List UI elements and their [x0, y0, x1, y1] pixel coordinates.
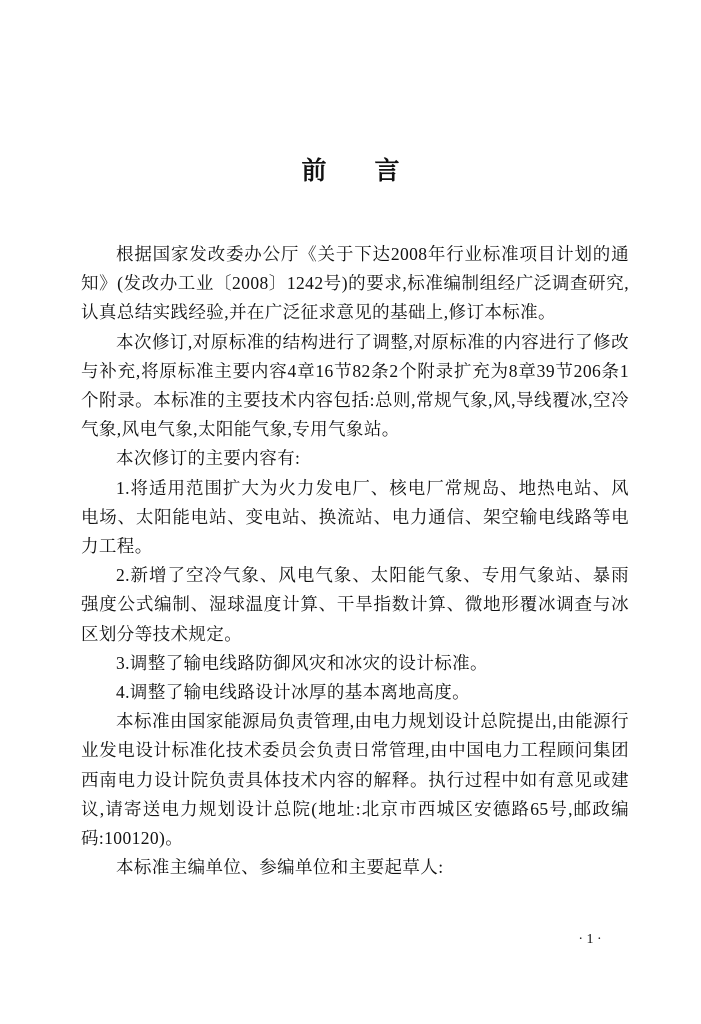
page-number: · 1 · — [578, 932, 602, 947]
body-text — [81, 240, 629, 882]
paragraph: 本标准主编单位、参编单位和主要起草人: — [116, 857, 444, 878]
list-item: 2.新增了空冷气象、风电气象、太阳能气象、专用气象站、暴雨强度公式编制、湿球温度计算、干旱指数计算、微地形覆冰调查与冰区划分等技术规定。 — [81, 565, 629, 644]
paragraph: 本次修订,对原标准的结构进行了调整,对原标准的内容进行了修改与补充,将原标准主要内容4章16节82条2个附录扩充为8章39节206条1个附录。本标准的主要技术内容包括:总则,常规气象,风,导线覆冰,空冷气象,风电气象,太阳能气象,专用气象站。 — [81, 331, 629, 440]
list-item: 1.将适用范围扩大为火力发电厂、核电厂常规岛、地热电站、风电场、太阳能电站、变电站、换流站、电力通信、架空输电线路等电力工程。 — [81, 477, 629, 557]
paragraph: 根据国家发改委办公厅《关于下达2008年行业标准项目计划的通知》(发改办工业〔2008〕1242号)的要求,标准编制组经广泛调查研究,认真总结实践经验,并在广泛征求意见的基础上,修订本标准。 — [81, 244, 629, 323]
paragraph: 本次修订的主要内容有: — [116, 448, 301, 469]
paragraph: 本标准由国家能源局负责管理,由电力规划设计总院提出,由能源行业发电设计标准化技术委员会负责日常管理,由中国电力工程顾问集团西南电力设计院负责具体技术内容的解释。执行过程中如有意见或建议,请寄送电力规划设计总院(地址:北京市西城区安德路65号,邮政编码:100120)。 — [81, 711, 629, 849]
page-title: 前言 — [301, 156, 448, 185]
list-item: 3.调整了输电线路防御风灾和冰灾的设计标准。 — [116, 652, 488, 673]
list-item: 4.调整了输电线路设计冰厚的基本离地高度。 — [116, 682, 471, 703]
